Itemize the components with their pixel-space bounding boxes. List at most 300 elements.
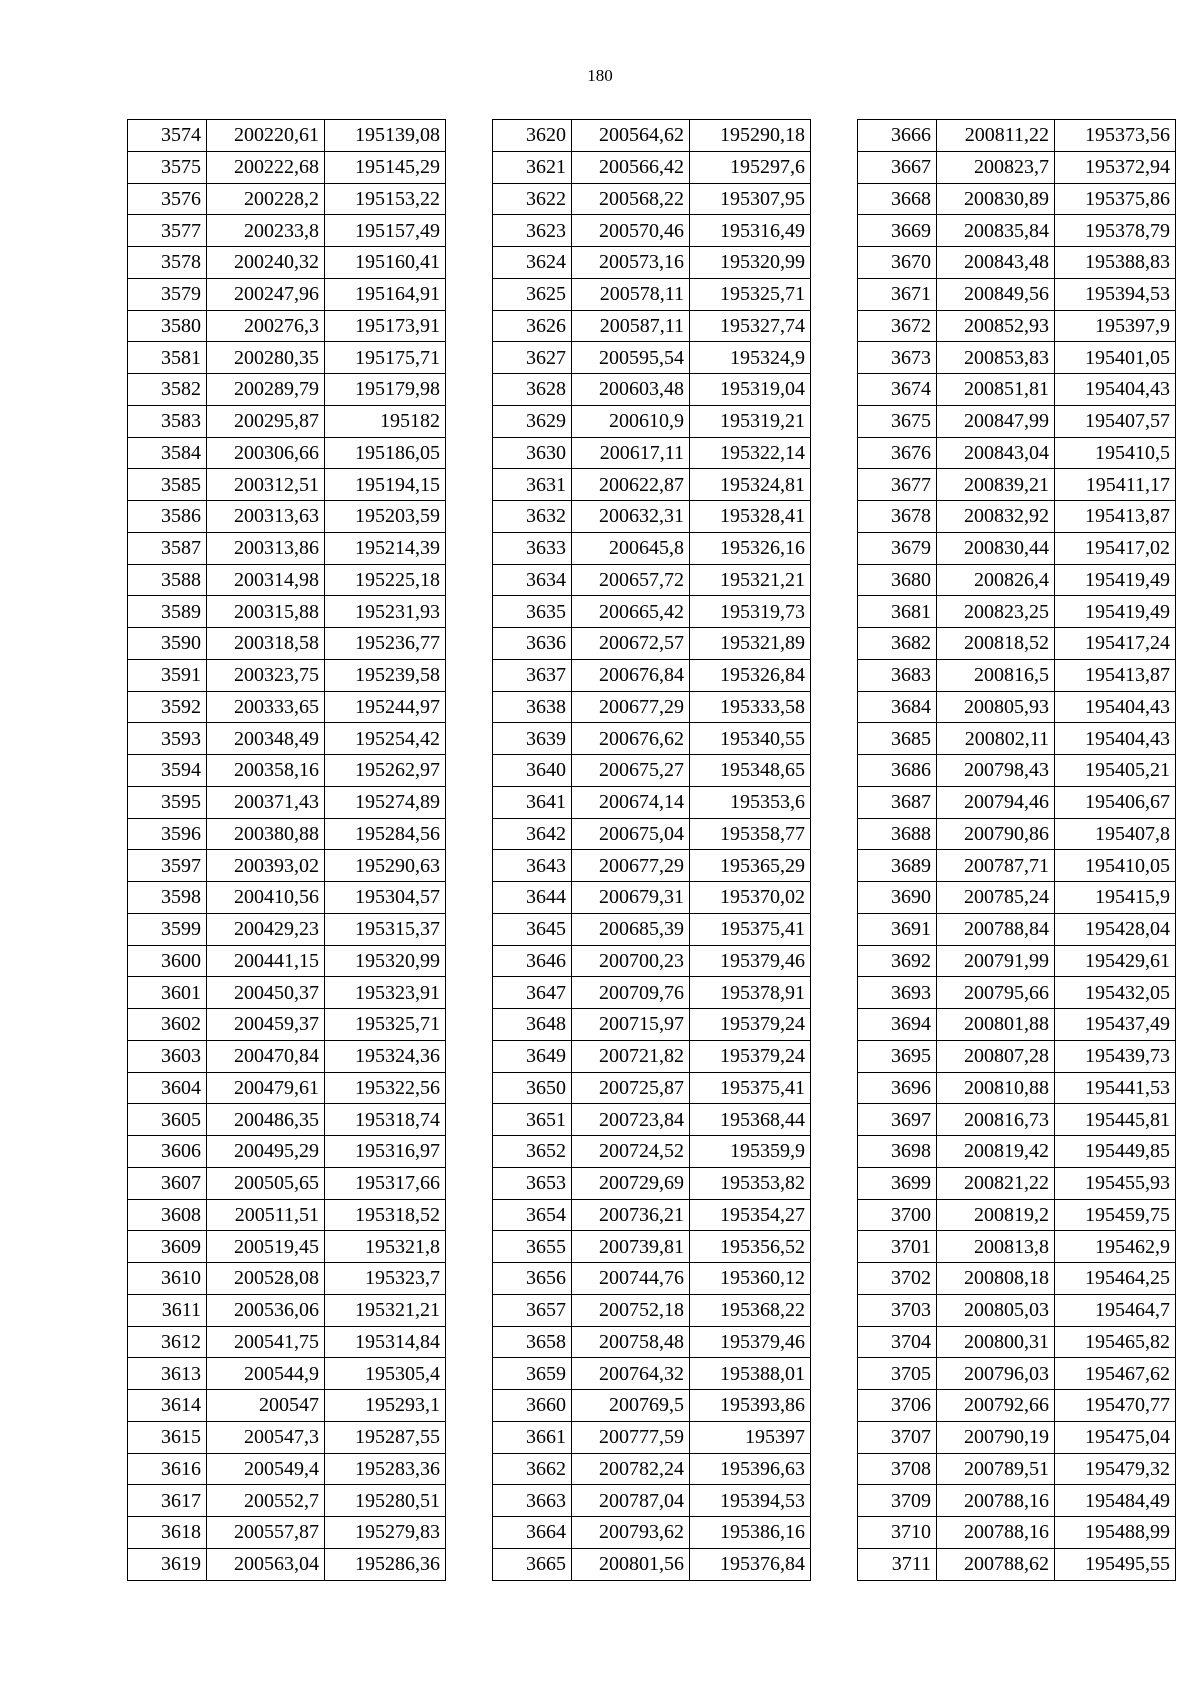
- x-coordinate-cell: 200429,23: [207, 913, 325, 945]
- x-coordinate-cell: 200228,2: [207, 183, 325, 215]
- table-row: [493, 342, 811, 374]
- y-coordinate-cell: 195441,53: [1055, 1072, 1176, 1104]
- point-number-cell: 3684: [858, 691, 937, 723]
- point-number-cell: 3587: [128, 532, 207, 564]
- table-row: [128, 469, 446, 501]
- y-coordinate-cell: 195404,43: [1055, 691, 1176, 723]
- y-coordinate-cell: 195325,71: [690, 278, 811, 310]
- point-number-cell: 3687: [858, 786, 937, 818]
- y-coordinate-cell: 195319,04: [690, 374, 811, 406]
- y-coordinate-cell: 195379,46: [690, 945, 811, 977]
- x-coordinate-cell: 200830,89: [937, 183, 1055, 215]
- point-number-cell: 3609: [128, 1231, 207, 1263]
- x-coordinate-cell: 200795,66: [937, 977, 1055, 1009]
- point-number-cell: 3681: [858, 596, 937, 628]
- table-row: [493, 723, 811, 755]
- y-coordinate-cell: 195319,73: [690, 596, 811, 628]
- y-coordinate-cell: 195394,53: [1055, 278, 1176, 310]
- x-coordinate-cell: 200410,56: [207, 882, 325, 914]
- x-coordinate-cell: 200819,2: [937, 1199, 1055, 1231]
- point-number-cell: 3700: [858, 1199, 937, 1231]
- table-row: [493, 1294, 811, 1326]
- table-row: [128, 596, 446, 628]
- y-coordinate-cell: 195320,99: [325, 945, 446, 977]
- x-coordinate-cell: 200801,56: [572, 1548, 690, 1580]
- table-row: [128, 1104, 446, 1136]
- table-row: [128, 532, 446, 564]
- y-coordinate-cell: 195262,97: [325, 755, 446, 787]
- x-coordinate-cell: 200573,16: [572, 247, 690, 279]
- table-row: [128, 342, 446, 374]
- y-coordinate-cell: 195373,56: [1055, 120, 1176, 152]
- x-coordinate-cell: 200777,59: [572, 1421, 690, 1453]
- x-coordinate-cell: 200587,11: [572, 310, 690, 342]
- x-coordinate-cell: 200813,8: [937, 1231, 1055, 1263]
- x-coordinate-cell: 200849,56: [937, 278, 1055, 310]
- table-row: [858, 310, 1176, 342]
- point-number-cell: 3616: [128, 1453, 207, 1485]
- y-coordinate-cell: 195323,91: [325, 977, 446, 1009]
- x-coordinate-cell: 200547,3: [207, 1421, 325, 1453]
- y-coordinate-cell: 195236,77: [325, 628, 446, 660]
- point-number-cell: 3586: [128, 501, 207, 533]
- point-number-cell: 3633: [493, 532, 572, 564]
- point-number-cell: 3697: [858, 1104, 937, 1136]
- table-row: [858, 1040, 1176, 1072]
- x-coordinate-cell: 200810,88: [937, 1072, 1055, 1104]
- y-coordinate-cell: 195225,18: [325, 564, 446, 596]
- y-coordinate-cell: 195396,63: [690, 1453, 811, 1485]
- x-coordinate-cell: 200289,79: [207, 374, 325, 406]
- y-coordinate-cell: 195449,85: [1055, 1136, 1176, 1168]
- point-number-cell: 3705: [858, 1358, 937, 1390]
- y-coordinate-cell: 195368,22: [690, 1294, 811, 1326]
- point-number-cell: 3659: [493, 1358, 572, 1390]
- y-coordinate-cell: 195470,77: [1055, 1390, 1176, 1422]
- y-coordinate-cell: 195324,81: [690, 469, 811, 501]
- x-coordinate-cell: 200725,87: [572, 1072, 690, 1104]
- x-coordinate-cell: 200769,5: [572, 1390, 690, 1422]
- point-number-cell: 3664: [493, 1517, 572, 1549]
- table-row: [858, 1421, 1176, 1453]
- coordinate-table-2: [492, 119, 811, 1581]
- point-number-cell: 3576: [128, 183, 207, 215]
- table-row: [493, 532, 811, 564]
- x-coordinate-cell: 200578,11: [572, 278, 690, 310]
- x-coordinate-cell: 200675,27: [572, 755, 690, 787]
- y-coordinate-cell: 195318,74: [325, 1104, 446, 1136]
- y-coordinate-cell: 195386,16: [690, 1517, 811, 1549]
- point-number-cell: 3694: [858, 1009, 937, 1041]
- y-coordinate-cell: 195318,52: [325, 1199, 446, 1231]
- x-coordinate-cell: 200758,48: [572, 1326, 690, 1358]
- point-number-cell: 3584: [128, 437, 207, 469]
- point-number-cell: 3575: [128, 151, 207, 183]
- table-row: [128, 501, 446, 533]
- point-number-cell: 3582: [128, 374, 207, 406]
- point-number-cell: 3689: [858, 850, 937, 882]
- point-number-cell: 3577: [128, 215, 207, 247]
- y-coordinate-cell: 195368,44: [690, 1104, 811, 1136]
- table-row: [858, 691, 1176, 723]
- point-number-cell: 3660: [493, 1390, 572, 1422]
- table-row: [493, 786, 811, 818]
- point-number-cell: 3690: [858, 882, 937, 914]
- x-coordinate-cell: 200371,43: [207, 786, 325, 818]
- y-coordinate-cell: 195323,7: [325, 1263, 446, 1295]
- x-coordinate-cell: 200380,88: [207, 818, 325, 850]
- point-number-cell: 3643: [493, 850, 572, 882]
- table-row: [128, 120, 446, 152]
- table-row: [128, 1136, 446, 1168]
- y-coordinate-cell: 195467,62: [1055, 1358, 1176, 1390]
- point-number-cell: 3623: [493, 215, 572, 247]
- y-coordinate-cell: 195410,05: [1055, 850, 1176, 882]
- point-number-cell: 3602: [128, 1009, 207, 1041]
- table-row: [493, 755, 811, 787]
- point-number-cell: 3691: [858, 913, 937, 945]
- table-row: [858, 1136, 1176, 1168]
- point-number-cell: 3637: [493, 659, 572, 691]
- table-row: [858, 405, 1176, 437]
- point-number-cell: 3634: [493, 564, 572, 596]
- x-coordinate-cell: 200789,51: [937, 1453, 1055, 1485]
- y-coordinate-cell: 195405,21: [1055, 755, 1176, 787]
- table-row: [128, 1390, 446, 1422]
- point-number-cell: 3678: [858, 501, 937, 533]
- x-coordinate-cell: 200739,81: [572, 1231, 690, 1263]
- table-row: [493, 1263, 811, 1295]
- x-coordinate-cell: 200450,37: [207, 977, 325, 1009]
- point-number-cell: 3600: [128, 945, 207, 977]
- point-number-cell: 3663: [493, 1485, 572, 1517]
- y-coordinate-cell: 195393,86: [690, 1390, 811, 1422]
- x-coordinate-cell: 200816,73: [937, 1104, 1055, 1136]
- y-coordinate-cell: 195317,66: [325, 1167, 446, 1199]
- x-coordinate-cell: 200821,22: [937, 1167, 1055, 1199]
- x-coordinate-cell: 200721,82: [572, 1040, 690, 1072]
- table-row: [858, 215, 1176, 247]
- x-coordinate-cell: 200528,08: [207, 1263, 325, 1295]
- point-number-cell: 3674: [858, 374, 937, 406]
- y-coordinate-cell: 195274,89: [325, 786, 446, 818]
- y-coordinate-cell: 195360,12: [690, 1263, 811, 1295]
- x-coordinate-cell: 200568,22: [572, 183, 690, 215]
- point-number-cell: 3651: [493, 1104, 572, 1136]
- point-number-cell: 3652: [493, 1136, 572, 1168]
- point-number-cell: 3594: [128, 755, 207, 787]
- x-coordinate-cell: 200729,69: [572, 1167, 690, 1199]
- table-row: [128, 564, 446, 596]
- point-number-cell: 3677: [858, 469, 937, 501]
- point-number-cell: 3695: [858, 1040, 937, 1072]
- y-coordinate-cell: 195290,18: [690, 120, 811, 152]
- x-coordinate-cell: 200808,18: [937, 1263, 1055, 1295]
- y-coordinate-cell: 195379,46: [690, 1326, 811, 1358]
- x-coordinate-cell: 200306,66: [207, 437, 325, 469]
- y-coordinate-cell: 195321,8: [325, 1231, 446, 1263]
- point-number-cell: 3580: [128, 310, 207, 342]
- table-row: [128, 151, 446, 183]
- y-coordinate-cell: 195328,41: [690, 501, 811, 533]
- table-row: [858, 1358, 1176, 1390]
- table-row: [493, 278, 811, 310]
- table-row: [858, 1263, 1176, 1295]
- table-row: [858, 1326, 1176, 1358]
- y-coordinate-cell: 195378,79: [1055, 215, 1176, 247]
- y-coordinate-cell: 195324,36: [325, 1040, 446, 1072]
- table-row: [128, 1421, 446, 1453]
- x-coordinate-cell: 200851,81: [937, 374, 1055, 406]
- point-number-cell: 3676: [858, 437, 937, 469]
- point-number-cell: 3629: [493, 405, 572, 437]
- y-coordinate-cell: 195286,36: [325, 1548, 446, 1580]
- table-row: [128, 850, 446, 882]
- y-coordinate-cell: 195321,21: [325, 1294, 446, 1326]
- point-number-cell: 3667: [858, 151, 937, 183]
- y-coordinate-cell: 195439,73: [1055, 1040, 1176, 1072]
- y-coordinate-cell: 195388,83: [1055, 247, 1176, 279]
- table-row: [128, 1358, 446, 1390]
- table-row: [858, 1231, 1176, 1263]
- point-number-cell: 3699: [858, 1167, 937, 1199]
- y-coordinate-cell: 195379,24: [690, 1009, 811, 1041]
- y-coordinate-cell: 195153,22: [325, 183, 446, 215]
- y-coordinate-cell: 195410,5: [1055, 437, 1176, 469]
- point-number-cell: 3640: [493, 755, 572, 787]
- y-coordinate-cell: 195372,94: [1055, 151, 1176, 183]
- point-number-cell: 3668: [858, 183, 937, 215]
- table-row: [493, 437, 811, 469]
- table-row: [493, 1453, 811, 1485]
- x-coordinate-cell: 200676,84: [572, 659, 690, 691]
- y-coordinate-cell: 195321,21: [690, 564, 811, 596]
- x-coordinate-cell: 200736,21: [572, 1199, 690, 1231]
- x-coordinate-cell: 200549,4: [207, 1453, 325, 1485]
- point-number-cell: 3613: [128, 1358, 207, 1390]
- point-number-cell: 3620: [493, 120, 572, 152]
- point-number-cell: 3675: [858, 405, 937, 437]
- table-row: [858, 596, 1176, 628]
- point-number-cell: 3696: [858, 1072, 937, 1104]
- y-coordinate-cell: 195353,82: [690, 1167, 811, 1199]
- x-coordinate-cell: 200622,87: [572, 469, 690, 501]
- y-coordinate-cell: 195375,41: [690, 1072, 811, 1104]
- table-row: [493, 183, 811, 215]
- x-coordinate-cell: 200511,51: [207, 1199, 325, 1231]
- y-coordinate-cell: 195465,82: [1055, 1326, 1176, 1358]
- x-coordinate-cell: 200679,31: [572, 882, 690, 914]
- x-coordinate-cell: 200787,04: [572, 1485, 690, 1517]
- table-row: [858, 1167, 1176, 1199]
- x-coordinate-cell: 200603,48: [572, 374, 690, 406]
- x-coordinate-cell: 200791,99: [937, 945, 1055, 977]
- point-number-cell: 3669: [858, 215, 937, 247]
- table-row: [128, 247, 446, 279]
- table-row: [128, 1009, 446, 1041]
- table-row: [858, 1390, 1176, 1422]
- y-coordinate-cell: 195139,08: [325, 120, 446, 152]
- x-coordinate-cell: 200805,03: [937, 1294, 1055, 1326]
- x-coordinate-cell: 200798,43: [937, 755, 1055, 787]
- table-row: [128, 310, 446, 342]
- x-coordinate-cell: 200657,72: [572, 564, 690, 596]
- point-number-cell: 3604: [128, 1072, 207, 1104]
- table-row: [858, 850, 1176, 882]
- x-coordinate-cell: 200564,62: [572, 120, 690, 152]
- table-row: [858, 628, 1176, 660]
- table-row: [128, 659, 446, 691]
- x-coordinate-cell: 200544,9: [207, 1358, 325, 1390]
- y-coordinate-cell: 195484,49: [1055, 1485, 1176, 1517]
- x-coordinate-cell: 200830,44: [937, 532, 1055, 564]
- y-coordinate-cell: 195182: [325, 405, 446, 437]
- y-coordinate-cell: 195404,43: [1055, 374, 1176, 406]
- point-number-cell: 3627: [493, 342, 572, 374]
- x-coordinate-cell: 200595,54: [572, 342, 690, 374]
- table-row: [128, 1231, 446, 1263]
- x-coordinate-cell: 200805,93: [937, 691, 1055, 723]
- x-coordinate-cell: 200794,46: [937, 786, 1055, 818]
- table-row: [128, 818, 446, 850]
- x-coordinate-cell: 200280,35: [207, 342, 325, 374]
- y-coordinate-cell: 195356,52: [690, 1231, 811, 1263]
- table-row: [493, 818, 811, 850]
- table-row: [493, 1040, 811, 1072]
- y-coordinate-cell: 195231,93: [325, 596, 446, 628]
- y-coordinate-cell: 195175,71: [325, 342, 446, 374]
- y-coordinate-cell: 195488,99: [1055, 1517, 1176, 1549]
- y-coordinate-cell: 195479,32: [1055, 1453, 1176, 1485]
- y-coordinate-cell: 195316,97: [325, 1136, 446, 1168]
- x-coordinate-cell: 200802,11: [937, 723, 1055, 755]
- y-coordinate-cell: 195475,04: [1055, 1421, 1176, 1453]
- point-number-cell: 3591: [128, 659, 207, 691]
- x-coordinate-cell: 200723,84: [572, 1104, 690, 1136]
- y-coordinate-cell: 195186,05: [325, 437, 446, 469]
- table-row: [128, 945, 446, 977]
- x-coordinate-cell: 200832,92: [937, 501, 1055, 533]
- point-number-cell: 3649: [493, 1040, 572, 1072]
- table-row: [493, 913, 811, 945]
- point-number-cell: 3688: [858, 818, 937, 850]
- x-coordinate-cell: 200685,39: [572, 913, 690, 945]
- table-row: [858, 342, 1176, 374]
- y-coordinate-cell: 195327,74: [690, 310, 811, 342]
- point-number-cell: 3590: [128, 628, 207, 660]
- x-coordinate-cell: 200222,68: [207, 151, 325, 183]
- table-row: [493, 1517, 811, 1549]
- y-coordinate-cell: 195459,75: [1055, 1199, 1176, 1231]
- point-number-cell: 3631: [493, 469, 572, 501]
- x-coordinate-cell: 200240,32: [207, 247, 325, 279]
- table-row: [493, 1167, 811, 1199]
- coordinate-table-3: [857, 119, 1176, 1581]
- y-coordinate-cell: 195179,98: [325, 374, 446, 406]
- y-coordinate-cell: 195325,71: [325, 1009, 446, 1041]
- x-coordinate-cell: 200470,84: [207, 1040, 325, 1072]
- table-row: [128, 1453, 446, 1485]
- point-number-cell: 3574: [128, 120, 207, 152]
- table-row: [493, 1104, 811, 1136]
- table-row: [858, 469, 1176, 501]
- point-number-cell: 3585: [128, 469, 207, 501]
- y-coordinate-cell: 195445,81: [1055, 1104, 1176, 1136]
- x-coordinate-cell: 200547: [207, 1390, 325, 1422]
- table-row: [493, 1231, 811, 1263]
- table-row: [858, 374, 1176, 406]
- y-coordinate-cell: 195293,1: [325, 1390, 446, 1422]
- table-row: [493, 850, 811, 882]
- x-coordinate-cell: 200486,35: [207, 1104, 325, 1136]
- table-row: [128, 628, 446, 660]
- point-number-cell: 3579: [128, 278, 207, 310]
- table-row: [493, 215, 811, 247]
- y-coordinate-cell: 195417,24: [1055, 628, 1176, 660]
- y-coordinate-cell: 195284,56: [325, 818, 446, 850]
- x-coordinate-cell: 200519,45: [207, 1231, 325, 1263]
- x-coordinate-cell: 200800,31: [937, 1326, 1055, 1358]
- x-coordinate-cell: 200295,87: [207, 405, 325, 437]
- table-row: [858, 1485, 1176, 1517]
- point-number-cell: 3704: [858, 1326, 937, 1358]
- y-coordinate-cell: 195244,97: [325, 691, 446, 723]
- point-number-cell: 3598: [128, 882, 207, 914]
- point-number-cell: 3625: [493, 278, 572, 310]
- y-coordinate-cell: 195315,37: [325, 913, 446, 945]
- x-coordinate-cell: 200807,28: [937, 1040, 1055, 1072]
- point-number-cell: 3589: [128, 596, 207, 628]
- x-coordinate-cell: 200793,62: [572, 1517, 690, 1549]
- table-row: [858, 977, 1176, 1009]
- x-coordinate-cell: 200788,16: [937, 1517, 1055, 1549]
- y-coordinate-cell: 195354,27: [690, 1199, 811, 1231]
- table-row: [493, 247, 811, 279]
- y-coordinate-cell: 195160,41: [325, 247, 446, 279]
- y-coordinate-cell: 195326,16: [690, 532, 811, 564]
- table-row: [128, 405, 446, 437]
- x-coordinate-cell: 200323,75: [207, 659, 325, 691]
- y-coordinate-cell: 195348,65: [690, 755, 811, 787]
- point-number-cell: 3595: [128, 786, 207, 818]
- table-row: [493, 1485, 811, 1517]
- table-row: [128, 882, 446, 914]
- y-coordinate-cell: 195319,21: [690, 405, 811, 437]
- y-coordinate-cell: 195388,01: [690, 1358, 811, 1390]
- x-coordinate-cell: 200645,8: [572, 532, 690, 564]
- table-row: [493, 501, 811, 533]
- x-coordinate-cell: 200843,04: [937, 437, 1055, 469]
- table-row: [858, 151, 1176, 183]
- x-coordinate-cell: 200764,32: [572, 1358, 690, 1390]
- x-coordinate-cell: 200788,84: [937, 913, 1055, 945]
- x-coordinate-cell: 200313,63: [207, 501, 325, 533]
- table-row: [858, 786, 1176, 818]
- x-coordinate-cell: 200393,02: [207, 850, 325, 882]
- y-coordinate-cell: 195375,41: [690, 913, 811, 945]
- table-row: [858, 1517, 1176, 1549]
- point-number-cell: 3702: [858, 1263, 937, 1295]
- point-number-cell: 3606: [128, 1136, 207, 1168]
- y-coordinate-cell: 195321,89: [690, 628, 811, 660]
- x-coordinate-cell: 200677,29: [572, 691, 690, 723]
- table-row: [858, 278, 1176, 310]
- table-row: [493, 659, 811, 691]
- point-number-cell: 3686: [858, 755, 937, 787]
- y-coordinate-cell: 195419,49: [1055, 564, 1176, 596]
- table-row: [128, 278, 446, 310]
- table-row: [493, 564, 811, 596]
